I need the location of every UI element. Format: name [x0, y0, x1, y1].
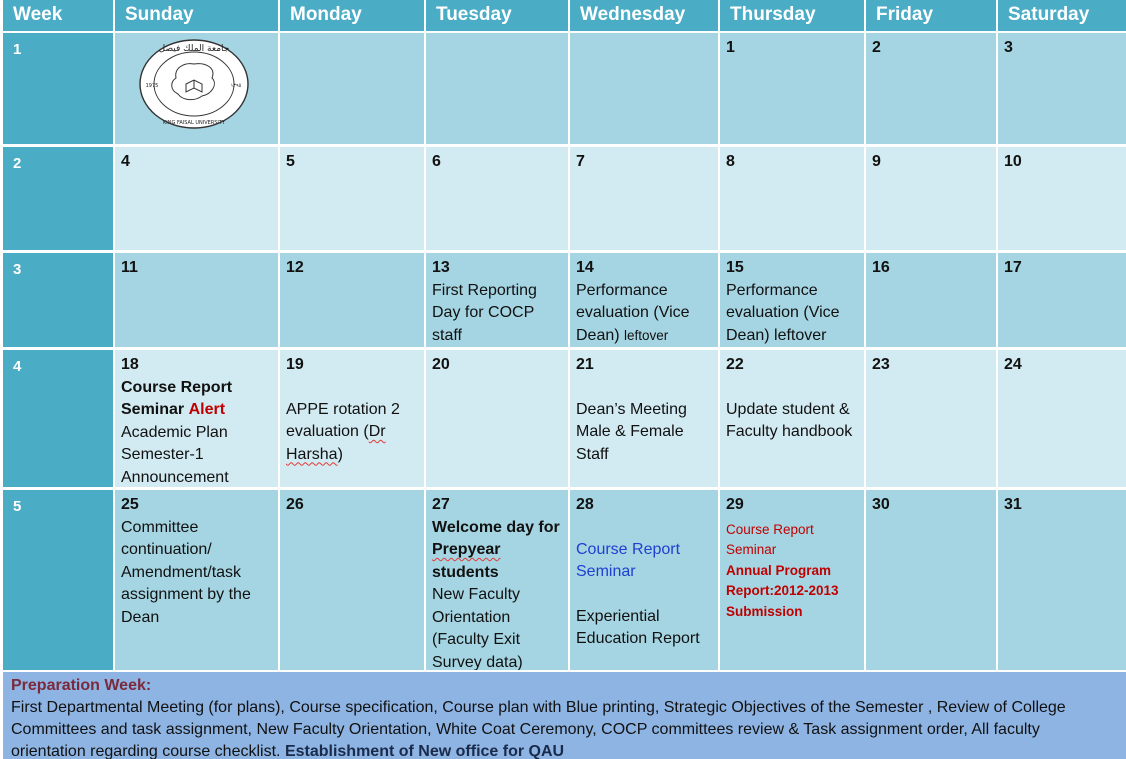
header-tuesday: Tuesday: [426, 0, 568, 31]
header-thursday: Thursday: [720, 0, 864, 31]
day-number: 31: [1004, 496, 1022, 513]
w1-monday-cell: [280, 33, 424, 144]
day-number: 20: [432, 356, 450, 373]
svg-text:KING FAISAL UNIVERSITY: KING FAISAL UNIVERSITY: [162, 120, 226, 126]
event-title: Seminar: [121, 401, 185, 418]
day-number: 2: [872, 39, 881, 56]
w3-thursday-cell: [720, 253, 864, 347]
week-4-label: 4: [3, 350, 113, 487]
w5-friday-cell: [866, 490, 996, 670]
w1-thursday-cell: [720, 33, 864, 144]
w5-saturday-cell: [998, 490, 1126, 670]
w1-tuesday-cell: [426, 33, 568, 144]
w4-monday-cell: [280, 350, 424, 487]
w1-friday-cell: [866, 33, 996, 144]
header-week: Week: [3, 0, 113, 31]
week-1-label: 1: [3, 33, 113, 144]
day-number: 12: [286, 259, 304, 276]
day-number: 30: [872, 496, 890, 513]
day-number: 4: [121, 153, 130, 170]
event-text: Performance evaluation (Vice Dean): [576, 281, 690, 344]
day-number: 11: [121, 259, 138, 276]
w5-thursday-cell: [720, 490, 864, 670]
event-text: APPE rotation 2 evaluation: [286, 400, 400, 440]
day-number: 1: [726, 39, 735, 56]
day-number: 29: [726, 496, 744, 513]
w3-wednesday-cell: [570, 253, 718, 347]
paren: ): [337, 445, 343, 463]
week-2-label: 2: [3, 147, 113, 250]
event-text: First Reporting Day for COCP staff: [432, 281, 537, 344]
header-friday: Friday: [866, 0, 996, 31]
w3-sunday-cell: [115, 253, 278, 347]
day-number: 27: [432, 496, 450, 513]
day-number: 16: [872, 259, 890, 276]
event-person: Dr Harsha: [286, 423, 386, 463]
day-number: 13: [432, 259, 450, 276]
day-number: 21: [576, 356, 594, 373]
w4-friday-cell: [866, 350, 996, 487]
w2-tuesday-cell: [426, 147, 568, 250]
w5-tuesday-cell: [426, 490, 568, 670]
event-highlight: Course Report Seminar: [576, 540, 681, 580]
day-number: 6: [432, 153, 441, 170]
event-title: Course Report: [121, 378, 233, 396]
day-number: 9: [872, 153, 881, 170]
w2-friday-cell: [866, 147, 996, 250]
w2-wednesday-cell: [570, 147, 718, 250]
event-highlight: Course Report Seminar: [726, 521, 814, 557]
w3-tuesday-cell: [426, 253, 568, 347]
event-title: Annual Program Report:2012-2013 Submission: [726, 562, 839, 619]
preparation-week-title: Preparation Week:: [11, 677, 152, 694]
event-text: Dean’s Meeting Male & Female Staff: [576, 400, 687, 463]
event-text: Update student & Faculty handbook: [726, 400, 853, 440]
w2-thursday-cell: [720, 147, 864, 250]
day-number: 26: [286, 496, 304, 513]
w1-saturday-cell: [998, 33, 1126, 144]
day-number: 18: [121, 356, 139, 373]
svg-text:جامعة الملك فيصل: جامعة الملك فيصل: [158, 44, 230, 54]
day-number: 22: [726, 356, 744, 373]
event-text: Academic Plan Semester-1 Announcement: [121, 423, 229, 486]
week-3-label: 3: [3, 253, 113, 347]
w1-wednesday-cell: [570, 33, 718, 144]
day-number: 25: [121, 496, 139, 513]
paren: (: [363, 423, 369, 440]
day-number: 3: [1004, 39, 1013, 56]
header-saturday: Saturday: [998, 0, 1126, 31]
event-text: Committee continuation/ Amendment/task assignment by the Dean: [121, 518, 251, 626]
preparation-week-text: First Departmental Meeting (for plans), Course specification, Course plan with Blue printing, Strategic Objectives of the Semester , Review of College Committees and task assignment, New Faculty Orientation, White Coat Ceremony, COCP committees review & Task assignment order, All faculty orientation regarding course checklist.: [11, 699, 1066, 759]
w5-monday-cell: [280, 490, 424, 670]
w2-sunday-cell: [115, 147, 278, 250]
day-number: 5: [286, 153, 295, 170]
event-text: Performance evaluation (Vice Dean) leftover: [726, 281, 840, 344]
week-5-label: 5: [3, 490, 113, 670]
day-number: 17: [1004, 259, 1022, 276]
day-number: 14: [576, 259, 594, 276]
w4-sunday-cell: [115, 350, 278, 487]
w3-saturday-cell: [998, 253, 1126, 347]
w4-thursday-cell: [720, 350, 864, 487]
day-number: 7: [576, 153, 585, 170]
day-number: 23: [872, 356, 890, 373]
w4-tuesday-cell: [426, 350, 568, 487]
alert-label: Alert: [188, 401, 226, 418]
day-number: 8: [726, 153, 735, 170]
event-text: Experiential Education Report: [576, 607, 700, 647]
day-number: 15: [726, 259, 744, 276]
event-note: leftover: [624, 327, 669, 343]
w3-monday-cell: [280, 253, 424, 347]
w5-wednesday-cell: [570, 490, 718, 670]
event-title: Prepyear: [432, 541, 501, 558]
event-title: students: [432, 563, 499, 581]
day-number: 24: [1004, 356, 1022, 373]
w5-sunday-cell: [115, 490, 278, 670]
day-number: 10: [1004, 153, 1022, 170]
w4-wednesday-cell: [570, 350, 718, 487]
w3-friday-cell: [866, 253, 996, 347]
day-number: 19: [286, 356, 304, 373]
w2-monday-cell: [280, 147, 424, 250]
w4-saturday-cell: [998, 350, 1126, 487]
university-seal-logo: [138, 38, 250, 130]
preparation-week-highlight: Establishment of New office for QAU: [284, 743, 565, 759]
preparation-week-note: [3, 672, 1126, 759]
w2-saturday-cell: [998, 147, 1126, 250]
svg-text:١٣٩٥: ١٣٩٥: [230, 83, 242, 89]
event-text: New Faculty Orientation (Faculty Exit Survey data): [432, 586, 523, 670]
header-wednesday: Wednesday: [570, 0, 718, 31]
day-number: 28: [576, 496, 594, 513]
event-title: Welcome day for: [432, 518, 560, 536]
svg-text:1975: 1975: [145, 83, 159, 89]
header-monday: Monday: [280, 0, 424, 31]
header-sunday: Sunday: [115, 0, 278, 31]
